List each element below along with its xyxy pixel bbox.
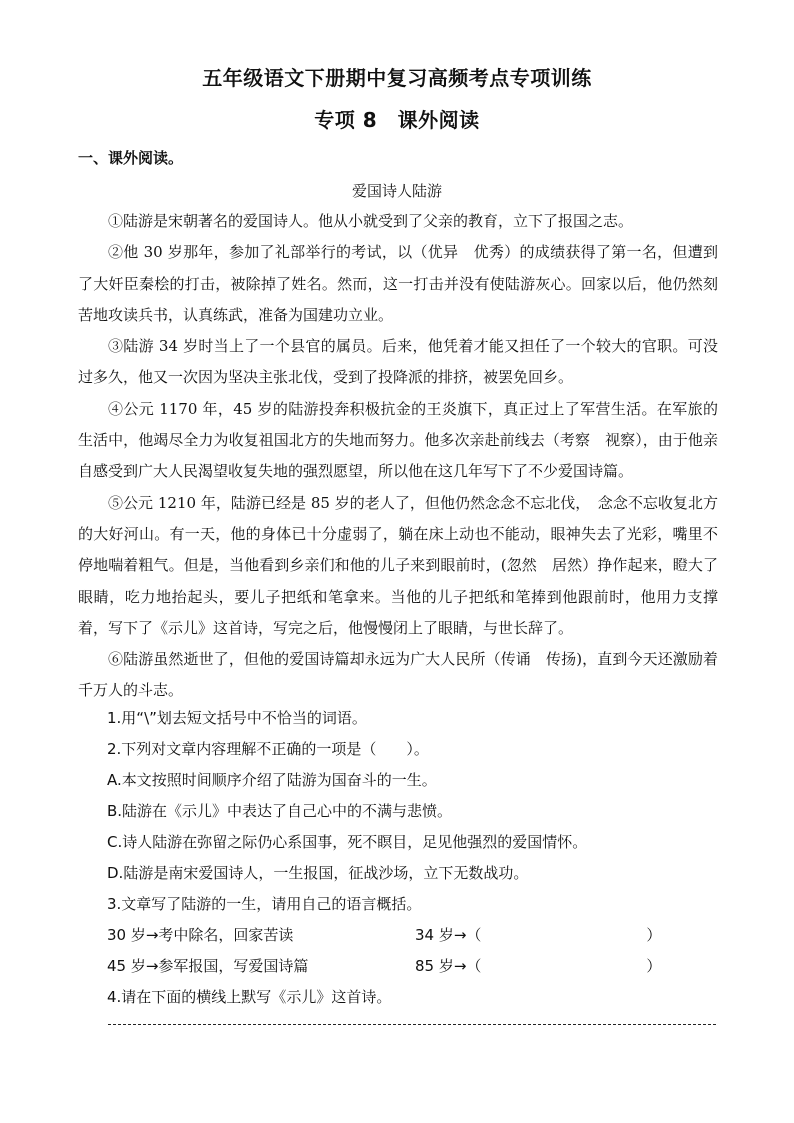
age-30-summary: 30 岁→考中除名，回家苦读 [107,926,294,944]
section-heading: 一、课外阅读。 [78,149,184,167]
question-3: 3.文章写了陆游的一生，请用自己的语言概括。 [107,895,422,913]
question-2-option-c: C.诗人陆游在弥留之际仍心系国事，死不瞑目，足见他强烈的爱国情怀。 [107,833,588,851]
question-3-row-2 [107,951,727,982]
passage-paragraph-6: ⑥陆游虽然逝世了，但他的爱国诗篇却永远为广大人民所（传诵 传扬)，直到今天还激励着千万人的斗志。 [78,650,718,700]
question-2-option-b: B.陆游在《示儿》中表达了自己心中的不满与悲愤。 [107,802,453,820]
passage-paragraph-4: ④公元 1170 年，45 岁的陆游投奔积极抗金的王炎旗下，真正过上了军营生活。在军旅的生活中，他竭尽全力为收复祖国北方的失地而努力。他多次亲赴前线去（考察 视察），由于他亲自感受到广大人民渴望收复失地的强烈愿望，所以他在这几年写下了不少爱国诗篇。 [78,399,718,481]
passage-body [78,206,718,707]
questions-block [107,703,727,1013]
passage-paragraph-5: ⑤公元 1210 年，陆游已经是 85 岁的老人了，但他仍然念念不忘北伐， 念念不忘收复北方的大好河山。有一天，他的身体已十分虚弱了，躺在床上动也不能动，眼神失去了光彩，嘴里不停地喘着粗气。但是，当他看到乡亲们和他的儿子来到眼前时，(忽然 居然）挣作起来，瞪大了眼睛，吃力地抬起头，要儿子把纸和笔拿来。当他的儿子把纸和笔捧到他跟前时，他用力支撑着，写下了《示儿》这首诗，写完之后，他慢慢闭上了眼睛，与世长辞了。 [78,493,718,637]
answer-writing-line[interactable] [108,1024,716,1025]
age-34-answer-blank[interactable]: 34 岁→（ ） [415,926,662,944]
passage-title: 爱国诗人陆游 [351,182,442,200]
age-85-answer-blank[interactable]: 85 岁→（ ） [415,957,662,975]
worksheet-title: 五年级语文下册期中复习高频考点专项训练 [202,66,592,90]
question-2-option-d: D.陆游是南宋爱国诗人，一生报国，征战沙场，立下无数战功。 [107,864,529,882]
age-45-summary: 45 岁→参军报国，写爱国诗篇 [107,957,309,975]
question-4: 4.请在下面的横线上默写《示儿》这首诗。 [107,988,392,1006]
question-2: 2.下列对文章内容理解不正确的一项是（ ）。 [107,740,429,758]
passage-paragraph-3: ③陆游 34 岁时当上了一个县官的属员。后来，他凭着才能又担任了一个较大的官职。可没过多久，他又一次因为坚决主张北伐，受到了投降派的排挤，被罢免回乡。 [78,337,718,387]
passage-paragraph-2: ②他 30 岁那年，参加了礼部举行的考试，以（优异 优秀）的成绩获得了第一名，但遭到了大奸臣秦桧的打击，被除掉了姓名。然而，这一打击并没有使陆游灰心。回家以后，他仍然刻苦地攻读兵书，认真练武，准备为国建功立业。 [78,243,718,324]
question-2-option-a: A.本文按照时间顺序介绍了陆游为国奋斗的一生。 [107,771,437,789]
question-3-row-1 [107,920,727,951]
question-1: 1.用“\”划去短文括号中不恰当的词语。 [107,709,367,727]
passage-paragraph-1: ①陆游是宋朝著名的爱国诗人。他从小就受到了父亲的教育，立下了报国之志。 [108,212,634,230]
worksheet-subtitle: 专项 8 课外阅读 [314,108,480,132]
